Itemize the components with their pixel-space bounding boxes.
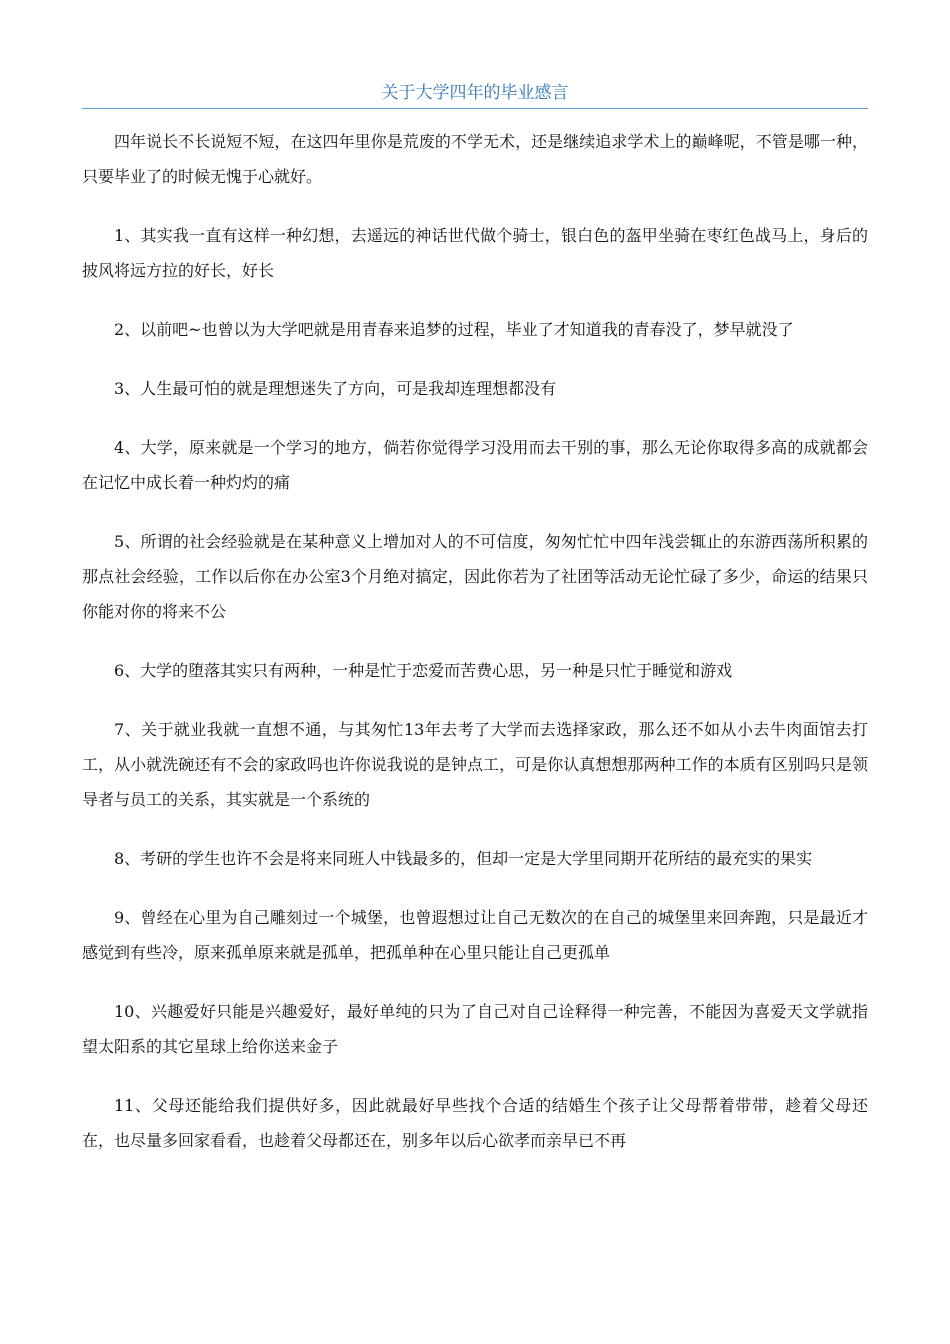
paragraph-1: 1、其实我一直有这样一种幻想，去遥远的神话世代做个骑士，银白色的盔甲坐骑在枣红色战马上，身后的披风将远方拉的好长，好长 — [82, 226, 868, 280]
title-divider — [82, 108, 868, 109]
paragraph-8: 8、考研的学生也许不会是将来同班人中钱最多的，但却一定是大学里同期开花所结的最充实的果实 — [114, 849, 813, 868]
document-body — [82, 124, 868, 1182]
paragraph-2: 2、以前吧~也曾以为大学吧就是用青春来追梦的过程，毕业了才知道我的青春没了，梦早就没了 — [114, 320, 794, 339]
paragraph-intro: 四年说长不长说短不短，在这四年里你是荒废的不学无术，还是继续追求学术上的巅峰呢，不管是哪一种，只要毕业了的时候无愧于心就好。 — [82, 132, 868, 186]
paragraph-9: 9、曾经在心里为自己雕刻过一个城堡，也曾遐想过让自己无数次的在自己的城堡里来回奔跑，只是最近才感觉到有些冷，原来孤单原来就是孤单，把孤单种在心里只能让自己更孤单 — [82, 908, 868, 962]
paragraph-6: 6、大学的堕落其实只有两种，一种是忙于恋爱而苦费心思，另一种是只忙于睡觉和游戏 — [114, 661, 733, 680]
paragraph-7: 7、关于就业我就一直想不通，与其匆忙13年去考了大学而去选择家政，那么还不如从小去牛肉面馆去打工，从小就洗碗还有不会的家政吗也许你说我说的是钟点工，可是你认真想想那两种工作的本质有区别吗只是领导者与员工的关系，其实就是一个系统的 — [82, 720, 868, 809]
paragraph-3: 3、人生最可怕的就是理想迷失了方向，可是我却连理想都没有 — [114, 379, 557, 398]
document-title: 关于大学四年的毕业感言 — [381, 83, 569, 103]
paragraph-11: 11、父母还能给我们提供好多，因此就最好早些找个合适的结婚生个孩子让父母帮着带带，趁着父母还在，也尽量多回家看看，也趁着父母都还在，别多年以后心欲孝而亲早已不再 — [82, 1096, 868, 1150]
paragraph-5: 5、所谓的社会经验就是在某种意义上增加对人的不可信度，匆匆忙忙中四年浅尝辄止的东游西荡所积累的那点社会经验，工作以后你在办公室3个月绝对搞定，因此你若为了社团等活动无论忙碌了多少，命运的结果只你能对你的将来不公 — [82, 532, 868, 621]
paragraph-10: 10、兴趣爱好只能是兴趣爱好，最好单纯的只为了自己对自己诠释得一种完善，不能因为喜爱天文学就指望太阳系的其它星球上给你送来金子 — [82, 1002, 868, 1056]
paragraph-4: 4、大学，原来就是一个学习的地方，倘若你觉得学习没用而去干别的事，那么无论你取得多高的成就都会在记忆中成长着一种灼灼的痛 — [82, 438, 868, 492]
